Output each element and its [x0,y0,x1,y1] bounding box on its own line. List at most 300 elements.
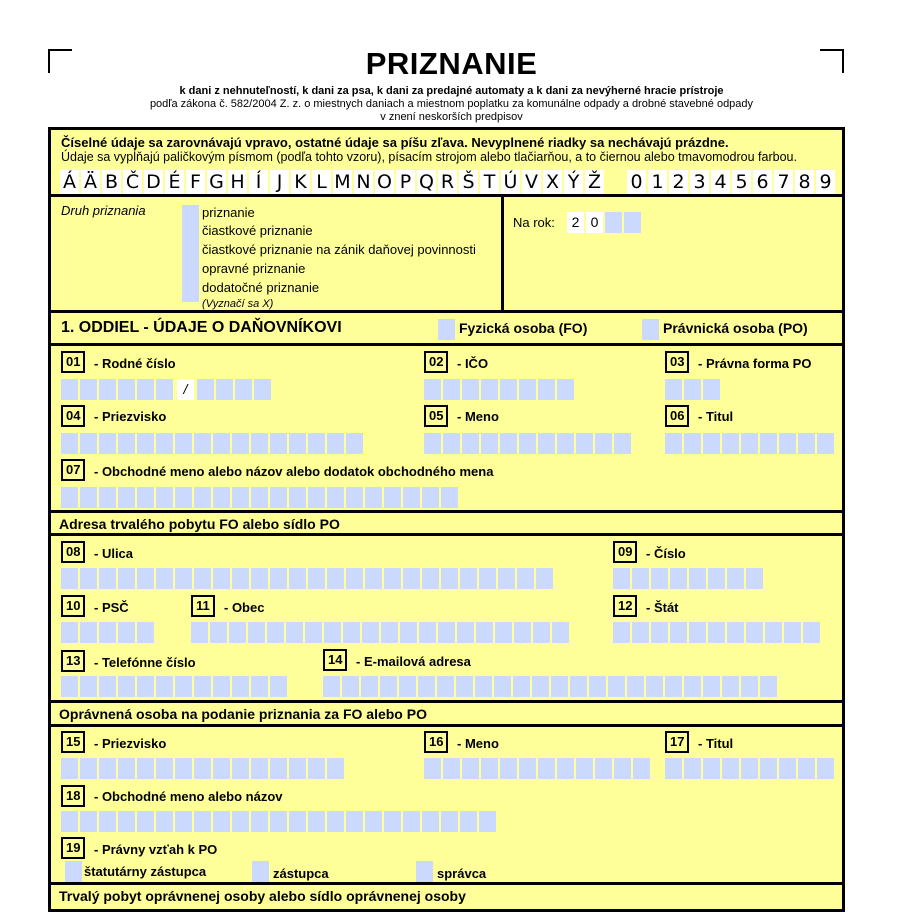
char-input-box[interactable] [361,676,378,697]
address-title: Adresa trvalého pobytu FO alebo sídlo PO [59,516,340,532]
char-input-box[interactable] [342,676,359,697]
char-input-box[interactable] [665,758,682,779]
checkbox-dodatocne[interactable] [182,281,199,302]
char-input-box[interactable] [137,758,154,779]
char-input-box[interactable] [216,379,233,400]
char-input-box[interactable] [270,487,287,508]
char-input-box[interactable] [156,379,173,400]
char-input-box[interactable] [500,758,517,779]
char-input-box[interactable] [595,758,612,779]
char-input-box[interactable] [684,758,701,779]
char-input-box[interactable] [613,568,630,589]
char-input-box[interactable] [689,568,706,589]
year-digit-4[interactable] [624,212,641,233]
char-input-box[interactable] [213,568,230,589]
char-input-box[interactable] [99,433,116,454]
char-input-box[interactable] [784,622,801,643]
char-input-box[interactable] [308,433,325,454]
char-input-box[interactable] [798,758,815,779]
char-input-box[interactable] [576,758,593,779]
char-input-box[interactable] [538,379,555,400]
char-input-box[interactable] [175,811,192,832]
checkbox-spravca[interactable] [416,861,433,882]
char-input-box[interactable] [286,622,303,643]
field-number-14: 14 [323,649,347,671]
sample-letter: M [334,171,351,193]
char-input-box[interactable] [197,379,214,400]
char-input-box[interactable] [722,758,739,779]
char-input-box[interactable] [746,568,763,589]
char-input-box[interactable] [703,676,720,697]
char-input-box[interactable] [633,758,650,779]
char-input-box[interactable] [665,676,682,697]
char-input-box[interactable] [538,758,555,779]
char-input-box[interactable] [327,568,344,589]
instructions-line-2: Údaje sa vypĺňajú paličkovým písmom (podľa tohto vzoru), písacím strojom alebo tlačiarňou, a to čiernou alebo tmavomodrou farbou. [61,150,797,164]
char-input-box[interactable] [61,568,78,589]
char-input-box[interactable] [419,622,436,643]
char-input-box[interactable] [400,622,417,643]
char-input-box[interactable] [324,622,341,643]
char-input-box[interactable] [589,676,606,697]
char-input-box[interactable] [267,622,284,643]
char-input-box[interactable] [595,433,612,454]
char-input-box[interactable] [519,758,536,779]
char-input-box[interactable] [213,433,230,454]
field-label-meno: - Meno [457,409,499,424]
char-input-box[interactable] [175,676,192,697]
char-input-box[interactable] [500,379,517,400]
char-input-box[interactable] [614,758,631,779]
checkbox-statutarny-zastupca[interactable] [65,861,82,882]
char-input-box[interactable] [232,568,249,589]
char-input-box[interactable] [437,676,454,697]
char-input-box[interactable] [137,487,154,508]
char-input-box[interactable] [248,622,265,643]
char-input-box[interactable] [156,487,173,508]
char-input-box[interactable] [308,811,325,832]
char-input-box[interactable] [213,487,230,508]
char-input-box[interactable] [327,487,344,508]
char-input-box[interactable] [362,622,379,643]
char-input-box[interactable] [532,676,549,697]
char-input-box[interactable] [270,433,287,454]
char-input-box[interactable] [213,811,230,832]
char-input-box[interactable] [741,758,758,779]
field-number-09: 09 [613,541,637,563]
char-input-box[interactable] [476,622,493,643]
char-input-box[interactable] [798,433,815,454]
char-input-box[interactable] [441,568,458,589]
char-input-box[interactable] [118,758,135,779]
char-input-box[interactable] [424,433,441,454]
char-input-box[interactable] [61,758,78,779]
char-input-box[interactable] [327,811,344,832]
char-input-box[interactable] [684,379,701,400]
checkbox-fo[interactable] [438,319,455,340]
char-input-box[interactable] [191,622,208,643]
char-input-box[interactable] [576,433,593,454]
char-input-box[interactable] [557,379,574,400]
char-input-box[interactable] [251,568,268,589]
char-input-box[interactable] [727,622,744,643]
sample-letter: Í [249,170,268,194]
char-input-box[interactable] [308,568,325,589]
char-input-box[interactable] [118,433,135,454]
char-input-box[interactable] [270,758,287,779]
char-input-box[interactable] [137,568,154,589]
char-input-box[interactable] [156,811,173,832]
char-input-box[interactable] [289,758,306,779]
char-input-box[interactable] [627,676,644,697]
char-input-box[interactable] [232,811,249,832]
char-input-box[interactable] [229,622,246,643]
char-input-box[interactable] [741,676,758,697]
char-input-box[interactable] [61,379,78,400]
sample-letter: F [186,170,205,194]
option-opravne: opravné priznanie [202,261,306,276]
char-input-box[interactable] [251,487,268,508]
char-input-box[interactable] [346,433,363,454]
char-input-box[interactable] [613,622,630,643]
char-input-box[interactable] [156,676,173,697]
char-input-box[interactable] [270,676,287,697]
year-digit-2[interactable]: 0 [586,212,603,233]
field-label-op-priezvisko: - Priezvisko [94,736,167,751]
char-input-box[interactable] [703,379,720,400]
char-input-box[interactable] [708,622,725,643]
field-number-15: 15 [61,731,85,753]
sample-letter: Ž [585,170,604,194]
sample-letter: T [480,170,499,194]
char-input-box[interactable] [175,568,192,589]
sample-letter: Ý [564,170,583,194]
option-priznanie: priznanie [202,205,255,220]
char-input-box[interactable] [443,758,460,779]
char-input-box[interactable] [443,379,460,400]
char-input-box[interactable] [462,379,479,400]
sample-digit: 2 [669,170,688,194]
char-input-box[interactable] [533,622,550,643]
sample-letter: G [207,170,226,194]
sample-digit: 0 [627,170,646,194]
field-number-06: 06 [665,405,689,427]
char-input-box[interactable] [210,622,227,643]
char-input-box[interactable] [99,487,116,508]
char-input-box[interactable] [651,622,668,643]
char-input-box[interactable] [481,433,498,454]
char-input-box[interactable] [254,379,271,400]
label-po: Právnická osoba (PO) [663,320,808,336]
char-input-box[interactable] [403,487,420,508]
char-input-box[interactable] [462,758,479,779]
char-input-box[interactable] [760,758,777,779]
char-input-box[interactable] [232,758,249,779]
char-input-box[interactable] [61,622,78,643]
char-input-box[interactable] [213,676,230,697]
instructions-panel [48,127,845,197]
char-input-box[interactable] [632,622,649,643]
char-input-box[interactable] [632,568,649,589]
char-input-box[interactable] [741,433,758,454]
char-input-box[interactable] [552,622,569,643]
sample-letter: X [543,170,562,194]
section1-body [48,343,845,513]
char-input-box[interactable] [424,379,441,400]
char-input-box[interactable] [80,811,97,832]
char-input-box[interactable] [323,676,340,697]
char-input-box[interactable] [194,433,211,454]
char-input-box[interactable] [519,433,536,454]
char-input-box[interactable] [513,676,530,697]
char-input-box[interactable] [422,568,439,589]
declaration-type-panel [48,194,504,313]
char-input-box[interactable] [194,487,211,508]
char-input-box[interactable] [118,676,135,697]
char-input-box[interactable] [137,811,154,832]
checkbox-opravne[interactable] [182,262,199,283]
char-input-box[interactable] [684,433,701,454]
year-digit-3[interactable] [605,212,622,233]
char-input-box[interactable] [99,811,116,832]
char-input-box[interactable] [61,487,78,508]
char-input-box[interactable] [765,622,782,643]
option-zanik: čiastkové priznanie na zánik daňovej povinnosti [202,242,476,257]
char-input-box[interactable] [235,379,252,400]
char-input-box[interactable] [557,758,574,779]
sample-letter: D [144,170,163,194]
field-number-18: 18 [61,785,85,807]
char-input-box[interactable] [495,622,512,643]
char-input-box[interactable] [403,568,420,589]
char-input-box[interactable] [381,622,398,643]
char-input-box[interactable] [232,676,249,697]
char-input-box[interactable] [270,811,287,832]
year-digit-1[interactable]: 2 [567,212,584,233]
char-input-box[interactable] [817,433,834,454]
char-input-box[interactable] [670,622,687,643]
char-input-box[interactable] [722,433,739,454]
char-input-box[interactable] [403,811,420,832]
char-input-box[interactable] [514,622,531,643]
char-input-box[interactable] [289,811,306,832]
char-input-box[interactable] [703,433,720,454]
char-input-box[interactable] [422,811,439,832]
char-input-box[interactable] [99,622,116,643]
sample-letter: K [291,170,310,194]
field-label-cislo: - Číslo [646,546,686,561]
char-input-box[interactable] [175,433,192,454]
char-input-box[interactable] [519,379,536,400]
char-input-box[interactable] [760,433,777,454]
char-input-box[interactable] [536,568,553,589]
char-input-box[interactable] [779,758,796,779]
sample-digit: 5 [732,170,751,194]
char-input-box[interactable] [251,433,268,454]
char-input-box[interactable] [346,811,363,832]
char-input-box[interactable] [118,811,135,832]
char-input-box[interactable] [137,622,154,643]
char-input-box[interactable] [80,676,97,697]
char-input-box[interactable] [456,676,473,697]
char-input-box[interactable] [551,676,568,697]
char-input-box[interactable] [422,487,439,508]
char-input-box[interactable] [118,487,135,508]
char-input-box[interactable] [80,379,97,400]
char-input-box[interactable] [760,676,777,697]
char-input-box[interactable] [308,487,325,508]
char-input-box[interactable] [384,487,401,508]
char-input-box[interactable] [498,568,515,589]
char-input-box[interactable] [175,758,192,779]
char-input-box[interactable] [457,622,474,643]
char-input-box[interactable] [460,568,477,589]
letter-sample-row [60,170,840,194]
char-input-box[interactable] [557,433,574,454]
char-input-box[interactable] [137,676,154,697]
char-input-box[interactable] [727,568,744,589]
char-input-box[interactable] [289,487,306,508]
char-input-box[interactable] [99,568,116,589]
rodne-cislo-separator: / [177,379,194,400]
char-input-box[interactable] [438,622,455,643]
char-input-box[interactable] [346,568,363,589]
char-input-box[interactable] [708,568,725,589]
char-input-box[interactable] [137,433,154,454]
char-input-box[interactable] [251,758,268,779]
char-input-box[interactable] [722,676,739,697]
char-input-box[interactable] [251,676,268,697]
char-input-box[interactable] [194,568,211,589]
char-input-box[interactable] [494,676,511,697]
char-input-box[interactable] [232,487,249,508]
checkbox-zanik[interactable] [182,243,199,264]
char-input-box[interactable] [689,622,706,643]
char-input-box[interactable] [500,433,517,454]
char-input-box[interactable] [443,433,460,454]
char-input-box[interactable] [684,676,701,697]
field-label-op-obchodne-meno: - Obchodné meno alebo názov [94,789,283,804]
char-input-box[interactable] [646,676,663,697]
sample-digit: 3 [690,170,709,194]
char-input-box[interactable] [517,568,534,589]
char-input-box[interactable] [80,622,97,643]
field-label-op-meno: - Meno [457,736,499,751]
char-input-box[interactable] [479,568,496,589]
char-input-box[interactable] [99,676,116,697]
char-input-box[interactable] [99,758,116,779]
field-label-priezvisko: - Priezvisko [94,409,167,424]
char-input-box[interactable] [365,811,382,832]
checkbox-priznanie[interactable] [182,205,199,226]
char-input-box[interactable] [99,379,116,400]
char-input-box[interactable] [570,676,587,697]
char-input-box[interactable] [156,568,173,589]
char-input-box[interactable] [481,379,498,400]
char-input-box[interactable] [80,758,97,779]
sample-letter: Á [60,170,79,194]
char-input-box[interactable] [80,433,97,454]
char-input-box[interactable] [289,568,306,589]
char-input-box[interactable] [118,379,135,400]
field-number-11: 11 [191,595,215,617]
char-input-box[interactable] [424,758,441,779]
char-input-box[interactable] [175,487,192,508]
char-input-box[interactable] [327,433,344,454]
char-input-box[interactable] [194,811,211,832]
char-input-box[interactable] [61,433,78,454]
checkbox-ciastkove[interactable] [182,224,199,245]
char-input-box[interactable] [399,676,416,697]
field-label-rodne-cislo: - Rodné číslo [94,356,176,371]
char-input-box[interactable] [118,568,135,589]
char-input-box[interactable] [384,811,401,832]
char-input-box[interactable] [418,676,435,697]
char-input-box[interactable] [289,433,306,454]
char-input-box[interactable] [194,676,211,697]
char-input-box[interactable] [779,433,796,454]
char-input-box[interactable] [475,676,492,697]
char-input-box[interactable] [137,379,154,400]
char-input-box[interactable] [61,676,78,697]
char-input-box[interactable] [156,433,173,454]
char-input-box[interactable] [365,487,382,508]
char-input-box[interactable] [251,811,268,832]
label-zastupca: zástupca [273,866,329,881]
char-input-box[interactable] [665,379,682,400]
char-input-box[interactable] [665,433,682,454]
char-input-box[interactable] [365,568,382,589]
char-input-box[interactable] [232,433,249,454]
char-input-box[interactable] [213,758,230,779]
char-input-box[interactable] [380,676,397,697]
char-input-box[interactable] [746,622,763,643]
checkbox-po[interactable] [642,319,659,340]
char-input-box[interactable] [803,622,820,643]
char-input-box[interactable] [80,487,97,508]
char-input-box[interactable] [118,622,135,643]
char-input-box[interactable] [460,811,477,832]
char-input-box[interactable] [343,622,360,643]
checkbox-zastupca[interactable] [252,861,269,882]
label-statutarny-zastupca: štatutárny zástupca [84,864,207,879]
char-input-box[interactable] [651,568,668,589]
char-input-box[interactable] [817,758,834,779]
char-input-box[interactable] [462,433,479,454]
char-input-box[interactable] [346,487,363,508]
char-input-box[interactable] [384,568,401,589]
char-input-box[interactable] [80,568,97,589]
section1-title: 1. ODDIEL - ÚDAJE O DAŇOVNÍKOVI [61,319,342,336]
char-input-box[interactable] [308,758,325,779]
char-input-box[interactable] [608,676,625,697]
char-input-box[interactable] [327,758,344,779]
char-input-box[interactable] [481,758,498,779]
char-input-box[interactable] [270,568,287,589]
char-input-box[interactable] [441,487,458,508]
field-number-10: 10 [61,595,85,617]
char-input-box[interactable] [305,622,322,643]
char-input-box[interactable] [479,811,496,832]
char-input-box[interactable] [538,433,555,454]
char-input-box[interactable] [441,811,458,832]
char-input-box[interactable] [194,758,211,779]
char-input-box[interactable] [670,568,687,589]
char-input-box[interactable] [703,758,720,779]
char-input-box[interactable] [614,433,631,454]
char-input-box[interactable] [61,811,78,832]
char-input-box[interactable] [156,758,173,779]
